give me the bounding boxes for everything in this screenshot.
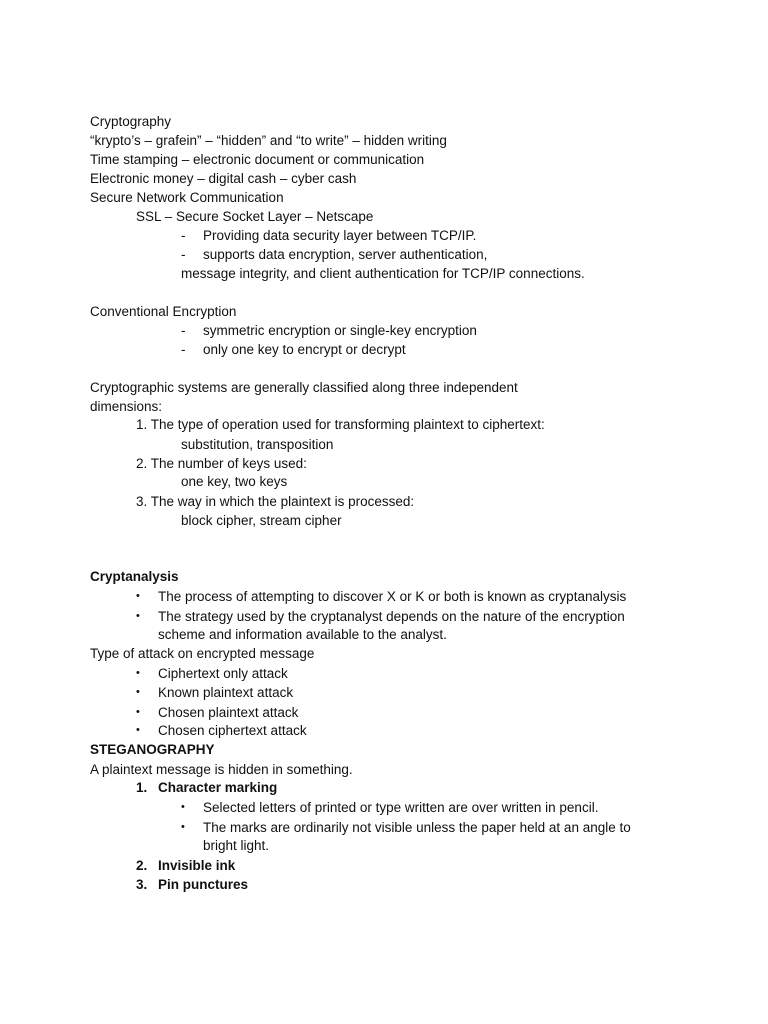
bullet-marker: •	[181, 801, 185, 813]
systems-intro-cont: dimensions:	[90, 399, 163, 414]
list-number: 3.	[136, 877, 148, 892]
list-number: 1.	[136, 780, 148, 795]
cryptanalysis-bullet-2: The strategy used by the cryptanalyst depends on the nature of the encryption	[158, 609, 625, 624]
dash-marker: -	[181, 228, 186, 243]
attack-item: Ciphertext only attack	[158, 666, 288, 681]
doc-title: Cryptography	[90, 114, 172, 129]
bullet-marker: •	[136, 667, 140, 679]
dimension-1: 1. The type of operation used for transforming plaintext to ciphertext:	[136, 417, 545, 432]
secure-network-line: Secure Network Communication	[90, 190, 284, 205]
dimension-3-detail: block cipher, stream cipher	[181, 513, 342, 528]
character-marking-detail-2: The marks are ordinarily not visible unless the paper held at an angle to	[203, 820, 631, 835]
electronic-money-line: Electronic money – digital cash – cyber cash	[90, 171, 357, 186]
bullet-marker: •	[136, 590, 140, 602]
ssl-heading: SSL – Secure Socket Layer – Netscape	[136, 209, 374, 224]
bullet-marker: •	[136, 686, 140, 698]
dash-marker: -	[181, 342, 186, 357]
dash-marker: -	[181, 247, 186, 262]
dimension-1-detail: substitution, transposition	[181, 437, 334, 452]
character-marking-detail-1: Selected letters of printed or type written are over written in pencil.	[203, 800, 599, 815]
character-marking-detail-2-cont: bright light.	[203, 838, 270, 853]
ssl-item-2: supports data encryption, server authentication,	[203, 247, 488, 262]
bullet-marker: •	[181, 821, 185, 833]
attack-type-heading: Type of attack on encrypted message	[90, 646, 315, 661]
conventional-item-1: symmetric encryption or single-key encryption	[203, 323, 477, 338]
ssl-item-2-continuation: message integrity, and client authentication for TCP/IP connections.	[181, 266, 585, 281]
cryptanalysis-bullet-1: The process of attempting to discover X or K or both is known as cryptanalysis	[158, 589, 627, 604]
bullet-marker: •	[136, 724, 140, 736]
ssl-item-1: Providing data security layer between TCP/IP.	[203, 228, 477, 243]
bullet-marker: •	[136, 610, 140, 622]
steganography-item-3: Pin punctures	[158, 877, 249, 892]
dimension-2: 2. The number of keys used:	[136, 456, 307, 471]
cryptanalysis-bullet-2-cont: scheme and information available to the analyst.	[158, 627, 447, 642]
steganography-intro: A plaintext message is hidden in something.	[90, 762, 353, 777]
conventional-heading: Conventional Encryption	[90, 304, 237, 319]
cryptanalysis-heading: Cryptanalysis	[90, 569, 179, 584]
etymology-line: “krypto’s – grafein” – “hidden” and “to write” – hidden writing	[90, 133, 447, 148]
steganography-item-1: Character marking	[158, 780, 278, 795]
attack-item: Known plaintext attack	[158, 685, 294, 700]
dimension-2-detail: one key, two keys	[181, 474, 288, 489]
attack-item: Chosen ciphertext attack	[158, 723, 307, 738]
steganography-item-2: Invisible ink	[158, 858, 236, 873]
attack-item: Chosen plaintext attack	[158, 705, 299, 720]
list-number: 2.	[136, 858, 148, 873]
time-stamping-line: Time stamping – electronic document or communication	[90, 152, 425, 167]
conventional-item-2: only one key to encrypt or decrypt	[203, 342, 406, 357]
steganography-heading: STEGANOGRAPHY	[90, 742, 215, 757]
systems-intro: Cryptographic systems are generally classified along three independent	[90, 380, 518, 395]
bullet-marker: •	[136, 706, 140, 718]
dash-marker: -	[181, 323, 186, 338]
dimension-3: 3. The way in which the plaintext is processed:	[136, 494, 415, 509]
